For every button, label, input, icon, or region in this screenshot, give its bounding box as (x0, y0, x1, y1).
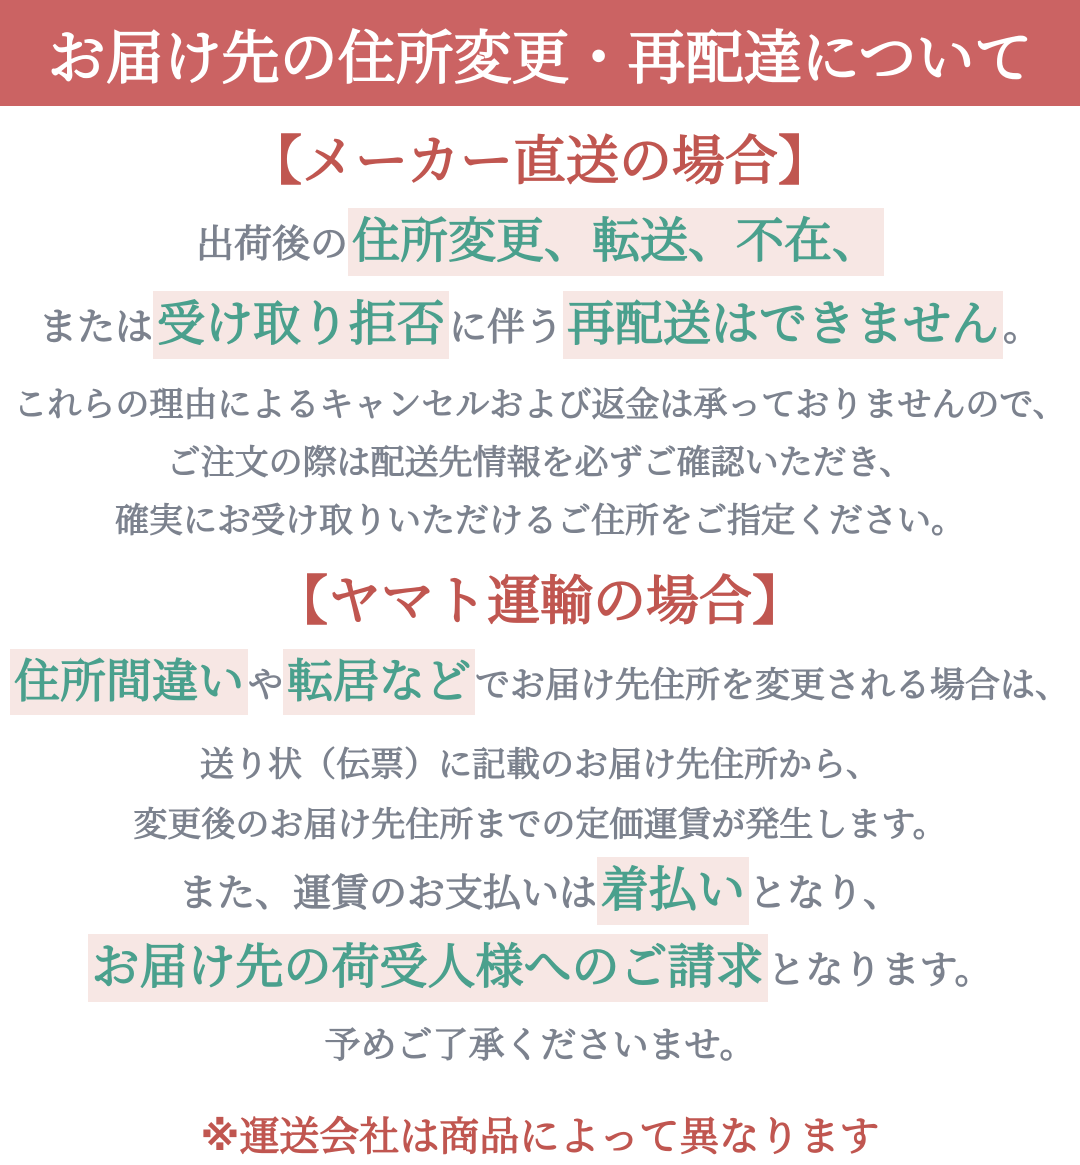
yamato-line3-highlight-billing: お届け先の荷受人様へのご請求 (88, 934, 768, 1002)
yamato-line-cash-on-delivery (0, 857, 1080, 934)
maker-line1-prefix: 出荷後の (195, 222, 348, 266)
page-title-banner (0, 0, 1080, 106)
maker-line2-highlight-no-redelivery: 再配送はできません (563, 291, 1003, 359)
maker-paragraph (0, 376, 1080, 550)
maker-line2-highlight-refusal: 受け取り拒否 (153, 291, 449, 359)
yamato-paragraph-line-1: 送り状（伝票）に記載のお届け先住所から、 (200, 745, 880, 785)
maker-line-refusal-redelivery (0, 291, 1080, 368)
closing-note: 予めご了承くださいませ。 (324, 1025, 756, 1066)
maker-line2-period: 。 (1003, 305, 1042, 349)
yamato-line2-prefix: また、運賃のお支払いは (178, 871, 597, 915)
maker-paragraph-line-2: ご注文の際は配送先情報を必ずご確認いただき、 (166, 443, 914, 483)
yamato-line1-highlight-moving: 転居など (283, 649, 475, 715)
yamato-line3-suffix: となります。 (767, 948, 993, 992)
section-yamato (0, 572, 1080, 1073)
yamato-paragraph (0, 735, 1080, 855)
maker-line2-prefix: または (38, 305, 153, 349)
maker-paragraph-line-1: これらの理由によるキャンセルおよび返金は承っておりませんので、 (13, 385, 1067, 425)
page-title: お届け先の住所変更・再配達について (47, 24, 1033, 92)
section-maker-direct (0, 132, 1080, 550)
yamato-line-billed-to-recipient (0, 934, 1080, 1011)
yamato-line2-highlight-cod: 着払い (597, 857, 749, 925)
maker-line2-middle: に伴う (448, 305, 563, 349)
yamato-paragraph-line-2: 変更後のお届け先住所までの定価運賃が発生します。 (133, 805, 947, 845)
yamato-heading: 【ヤマト運輸の場合】 (275, 571, 805, 632)
carrier-disclaimer-note: ※運送会社は商品によって異なります (200, 1114, 880, 1160)
maker-line1-highlight: 住所変更、転送、不在、 (348, 208, 884, 276)
maker-paragraph-line-3: 確実にお受け取りいただけるご住所をご指定ください。 (115, 501, 965, 541)
yamato-line2-suffix: となり、 (749, 871, 902, 915)
yamato-line1-middle: や (247, 666, 283, 706)
yamato-line1-highlight-wrong-address: 住所間違い (10, 649, 248, 715)
maker-line-shipping-changes (0, 208, 1080, 285)
yamato-line-address-change (0, 648, 1080, 725)
maker-direct-heading: 【メーカー直送の場合】 (249, 131, 831, 192)
yamato-line1-suffix: でお届け先住所を変更される場合は、 (475, 666, 1071, 706)
